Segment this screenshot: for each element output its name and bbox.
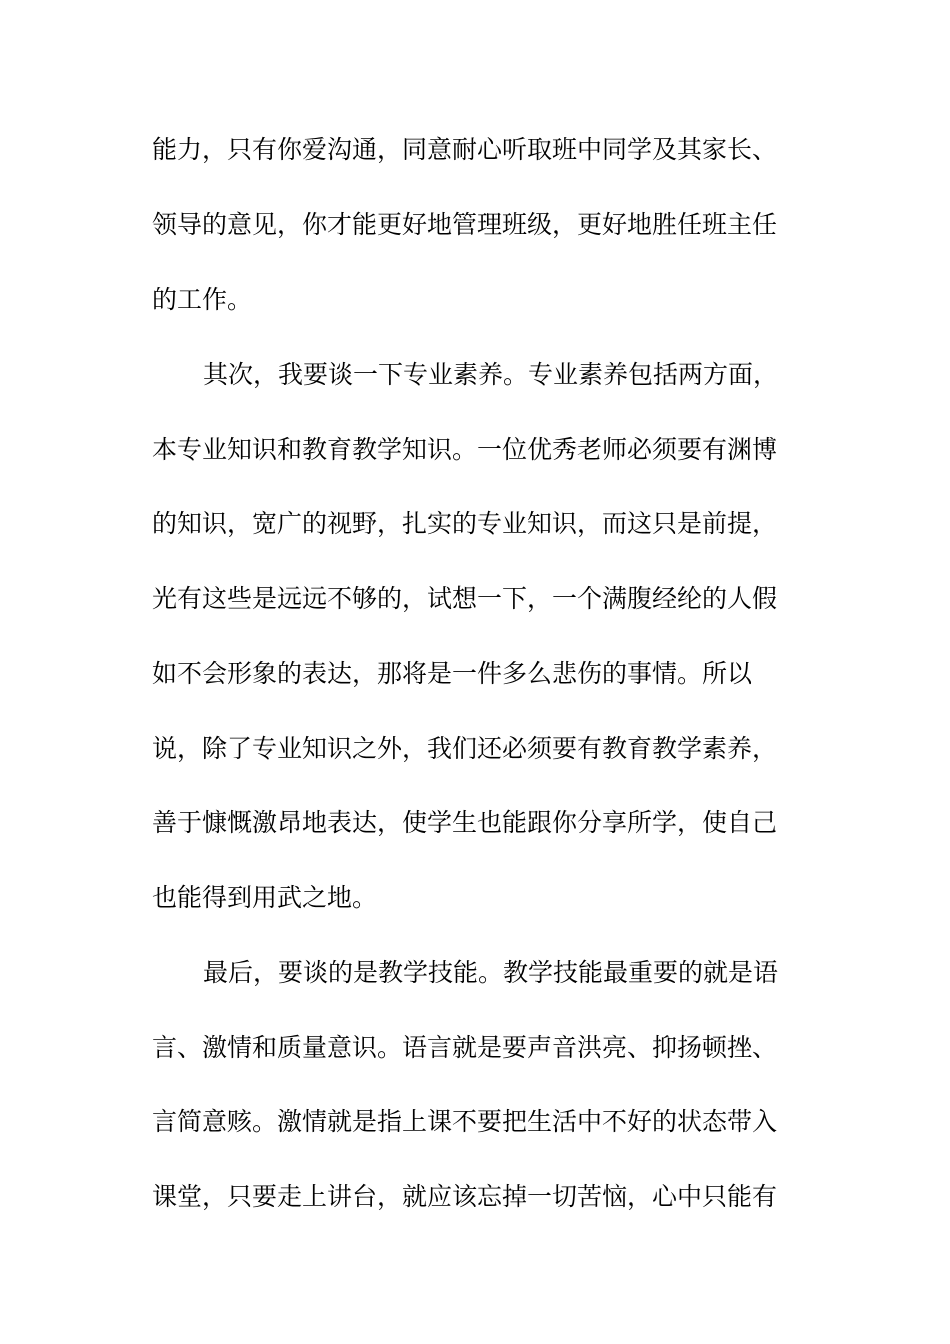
text-line: 课堂，只要走上讲台，就应该忘掉一切苦恼，心中只能有 <box>152 1182 778 1211</box>
text-line: 最后，要谈的是教学技能。教学技能最重要的就是语 <box>203 958 779 987</box>
text-line: 的知识，宽广的视野，扎实的专业知识，而这只是前提， <box>152 509 778 538</box>
text-line: 的工作。 <box>152 285 253 314</box>
text-line: 领导的意见，你才能更好地管理班级，更好地胜任班主任 <box>152 210 778 239</box>
text-line: 如不会形象的表达，那将是一件多么悲伤的事情。所以 <box>152 659 753 688</box>
text-line: 善于慷慨激昂地表达，使学生也能跟你分享所学，使自己 <box>152 808 778 837</box>
text-line: 也能得到用武之地。 <box>152 883 378 912</box>
text-line: 言简意赅。激情就是指上课不要把生活中不好的状态带入 <box>152 1107 778 1136</box>
text-line: 能力，只有你爱沟通，同意耐心听取班中同学及其家长、 <box>152 135 778 164</box>
text-line: 其次，我要谈一下专业素养。专业素养包括两方面， <box>203 360 779 389</box>
text-line: 言、激情和质量意识。语言就是要声音洪亮、抑扬顿挫、 <box>152 1033 778 1062</box>
text-line: 本专业知识和教育教学知识。一位优秀老师必须要有渊博 <box>152 435 778 464</box>
text-line: 说，除了专业知识之外，我们还必须要有教育教学素养， <box>152 734 778 763</box>
text-line: 光有这些是远远不够的，试想一下，一个满腹经纶的人假 <box>152 584 778 613</box>
